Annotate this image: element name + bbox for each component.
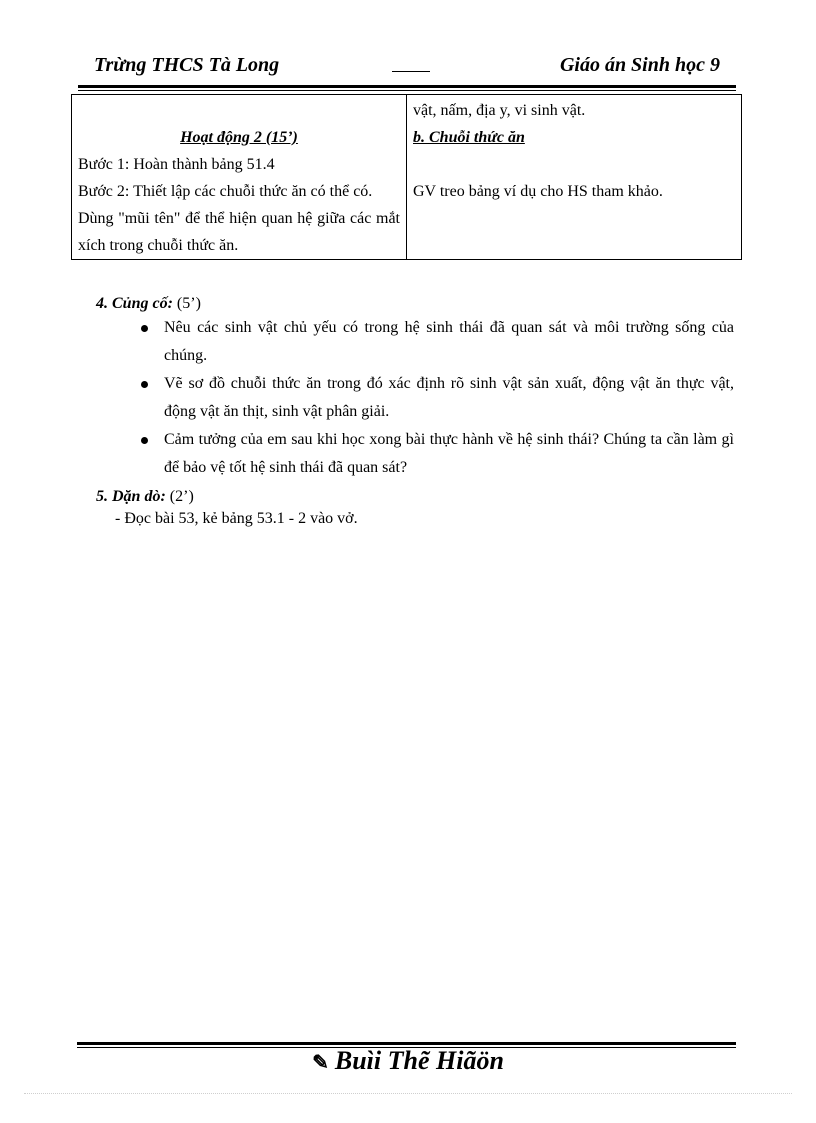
bullet-icon xyxy=(141,437,148,444)
school-name: Trừng THCS Tà Long xyxy=(94,54,280,76)
content-continued: vật, nấm, địa y, vi sinh vật. xyxy=(413,102,586,119)
pen-icon: ✎ xyxy=(312,1052,329,1074)
step-line: Bước 2: Thiết lập các chuỗi thức ăn có thể có. xyxy=(78,183,373,200)
list-item-text: Vẽ sơ đồ chuỗi thức ăn trong đó xác định rõ sinh vật sản xuất, động vật ăn thực vật, động vật ăn thịt, sinh vật phân giải. xyxy=(164,375,734,420)
author-name: Buìi Thẽ Hiãön xyxy=(334,1046,504,1075)
bullet-icon xyxy=(141,381,148,388)
step-line: Dùng "mũi tên" để thể hiện quan hệ giữa các mắt xích trong chuỗi thức ăn. xyxy=(78,210,400,254)
table-row xyxy=(72,95,742,260)
page-footer xyxy=(0,1046,816,1076)
header-separator xyxy=(392,71,430,72)
bullet-icon xyxy=(141,325,148,332)
homework-time: (2’) xyxy=(169,488,194,505)
teacher-note: GV treo bảng ví dụ cho HS tham khảo. xyxy=(413,183,663,200)
consolidation-time: (5’) xyxy=(176,295,201,312)
content-cell xyxy=(407,95,742,260)
homework-label: 5. Dặn dò: xyxy=(96,488,166,505)
activity-cell xyxy=(72,95,407,260)
page-header xyxy=(78,52,736,80)
list-item xyxy=(140,370,734,426)
subject-title: Giáo án Sinh học 9 xyxy=(559,54,720,76)
header-rule xyxy=(78,85,736,88)
page-bottom-divider xyxy=(24,1093,792,1094)
step-line: Bước 1: Hoàn thành bảng 51.4 xyxy=(78,156,275,173)
list-item-text: Cảm tưởng của em sau khi học xong bài thực hành về hệ sinh thái? Chúng ta cần làm gì để bảo vệ tốt hệ sinh thái đã quan sát? xyxy=(164,431,734,476)
homework-section xyxy=(96,486,194,508)
food-chain-heading: b. Chuỗi thức ăn xyxy=(413,129,525,146)
consolidation-label: 4. Củng cố: xyxy=(96,295,173,312)
list-item xyxy=(140,314,734,370)
lesson-table xyxy=(71,94,742,260)
consolidation-list xyxy=(140,314,734,482)
footer-rule xyxy=(77,1042,736,1045)
activity-heading: Hoạt động 2 (15’) xyxy=(180,129,298,146)
consolidation-section xyxy=(96,293,201,315)
homework-task: - Đọc bài 53, kẻ bảng 53.1 - 2 vào vở. xyxy=(115,510,358,527)
list-item-text: Nêu các sinh vật chủ yếu có trong hệ sinh thái đã quan sát và môi trường sống của chúng. xyxy=(164,319,734,364)
list-item xyxy=(140,426,734,482)
header-rule-thin xyxy=(78,90,736,91)
